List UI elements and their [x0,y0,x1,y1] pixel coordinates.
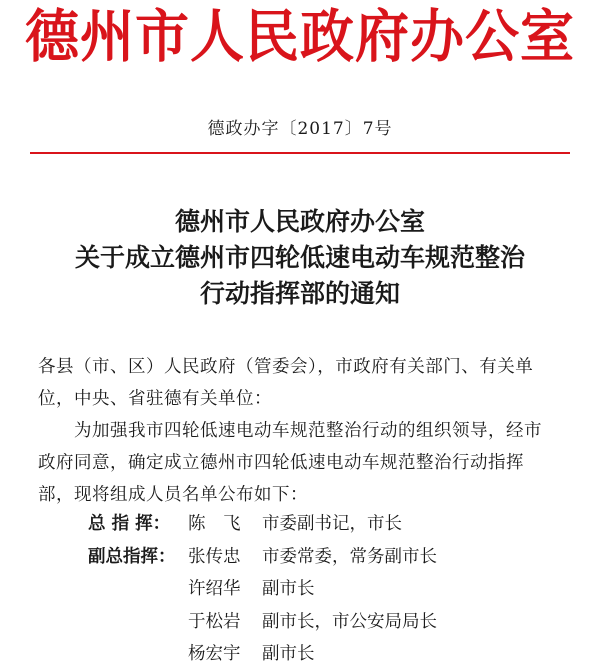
member-name: 许绍华 [188,579,241,599]
body-line-2: 位，中央、省驻德有关单位： [38,389,272,409]
member-position: 副市长 [262,579,315,599]
document-body [38,351,578,511]
body-line-5: 部，现将组成人员名单公布如下： [38,485,308,505]
issuer-masthead: 德州市人民政府办公室 [25,3,575,70]
member-position: 副市长，市公安局局长 [262,611,437,632]
title-line-2: 关于成立德州市四轮低速电动车规范整治 [74,243,525,272]
body-line-3: 为加强我市四轮低速电动车规范整治行动的组织领导，经市 [74,421,542,441]
member-row [88,573,578,606]
member-position: 市委常委，常务副市长 [262,546,437,567]
red-divider-line [30,152,570,154]
member-row [88,508,578,541]
member-role: 副总指挥： [88,546,176,567]
member-name: 于松岩 [188,611,241,632]
member-row [88,638,578,671]
member-role [88,638,188,671]
title-line-3: 行动指挥部的通知 [199,279,400,308]
member-name: 杨宏宇 [188,644,241,664]
member-position: 市委副书记，市长 [262,514,402,534]
member-role [88,606,188,639]
member-role [88,573,188,606]
member-row [88,541,578,574]
body-line-4: 政府同意，确定成立德州市四轮低速电动车规范整治行动指挥 [38,453,524,473]
title-line-1: 德州市人民政府办公室 [174,207,425,236]
member-row [88,606,578,639]
document-number: 德政办字〔2017〕7号 [207,119,393,139]
member-position: 副市长 [262,644,315,664]
member-name: 陈 飞 [188,514,241,534]
member-name: 张传忠 [188,546,241,567]
document-title [0,204,600,312]
member-list [88,508,578,671]
member-role: 总 指 挥： [88,514,171,534]
body-line-1: 各县（市、区）人民政府（管委会），市政府有关部门、有关单 [38,357,534,377]
